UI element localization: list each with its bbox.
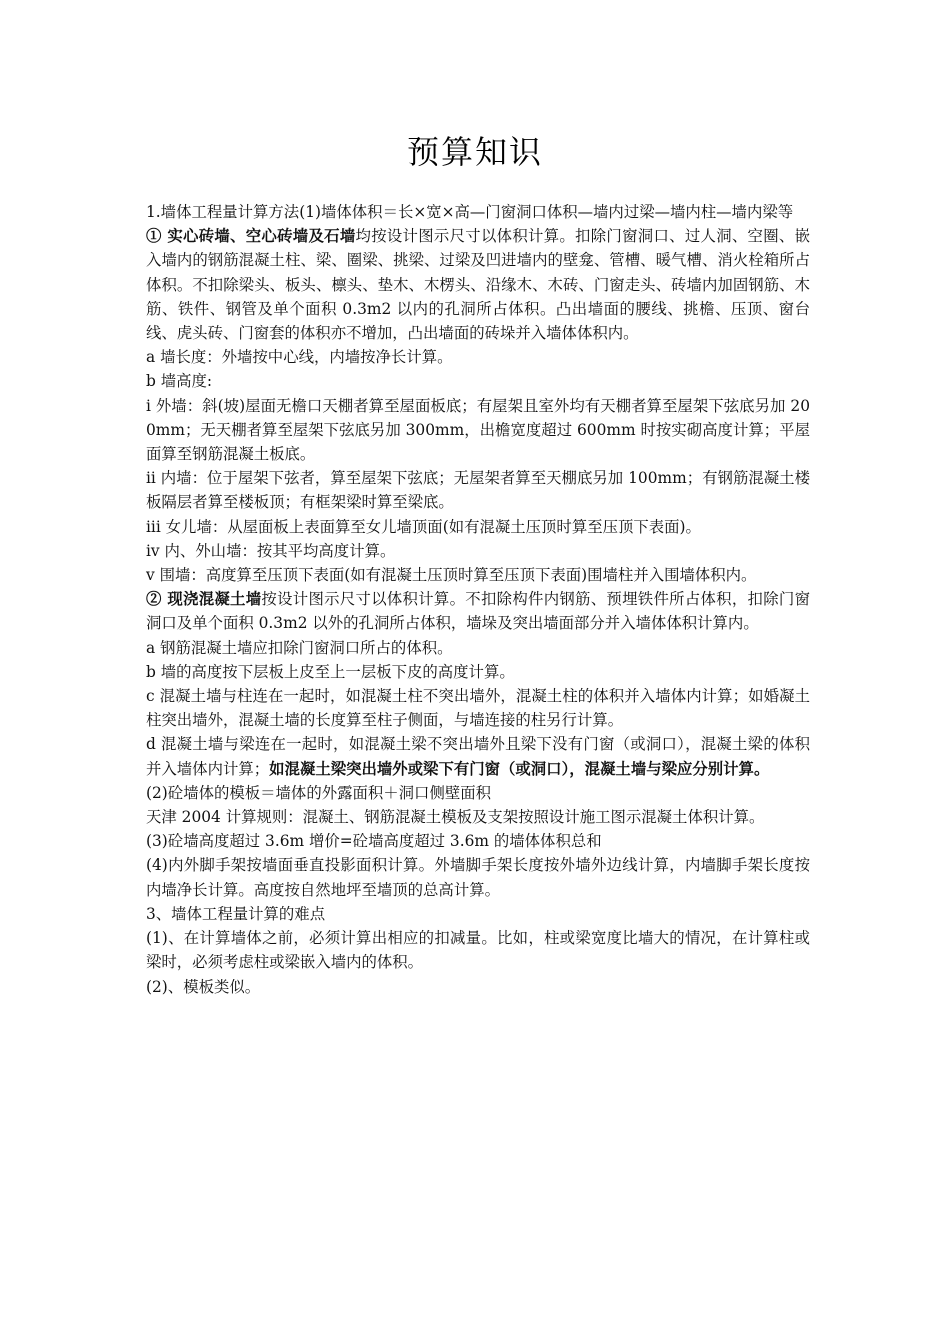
paragraph-cast-concrete-wall xyxy=(146,587,810,635)
paragraph-interior-wall: ii 内墙：位于屋架下弦者，算至屋架下弦底；无屋架者算至天棚底另加 100mm；有钢筋混凝土楼板隔层者算至楼板顶；有框架梁时算至梁底。 xyxy=(146,469,810,512)
paragraph-difficulty-one: (1)、在计算墙体之前，必须计算出相应的扣减量。比如，柱或梁宽度比墙大的情况，在计算柱或梁时，必须考虑柱或梁嵌入墙内的体积。 xyxy=(146,929,810,972)
heading-solid-brick-wall: ① 实心砖墙、空心砖墙及石墙 xyxy=(146,227,356,246)
paragraph-difficulties-heading: 3、墙体工程量计算的难点 xyxy=(146,904,326,923)
paragraph-scaffolding: (4)内外脚手架按墙面垂直投影面积计算。外墙脚手架长度按外墙外边线计算，内墙脚手架长度按内墙净长计算。高度按自然地坪至墙顶的总高计算。 xyxy=(146,856,810,899)
paragraph-wall-beam xyxy=(146,732,810,780)
paragraph-wall-beam-text: d 混凝土墙与梁连在一起时，如混凝土梁不突出墙外且梁下没有门窗（或洞口），混凝土梁的体积并入墙体内计算； xyxy=(146,735,810,778)
paragraph-solid-brick-wall-text: 均按设计图示尺寸以体积计算。扣除门窗洞口、过人洞、空圈、嵌入墙内的钢筋混凝土柱、梁、圈梁、挑梁、过梁及凹进墙内的壁龛、管槽、暖气槽、消火栓箱所占体积。不扣除梁头、板头、檩头、垫木、木楞头、沿缘木、木砖、门窗走头、砖墙内加固钢筋、木筋、铁件、钢管及单个面积 0.3m2 以内的孔洞所占体积。凸出墙面的腰线、挑檐、压顶、窗台线、虎头砖、门窗套的体积亦不增加，凸出墙面的砖垛并入墙体体积内。 xyxy=(146,227,810,343)
paragraph-wall-length: a 墙长度：外墙按中心线，内墙按净长计算。 xyxy=(146,348,453,367)
paragraph-wall-volume-formula: 1.墙体工程量计算方法(1)墙体体积＝长×宽×高—门窗洞口体积—墙内过梁—墙内柱—墙内梁等 xyxy=(146,203,794,221)
paragraph-concrete-height: b 墙的高度按下层板上皮至上一层板下皮的高度计算。 xyxy=(146,662,515,681)
paragraph-wall-beam-emphasis: 如混凝土梁突出墙外或梁下有门窗（或洞口），混凝土墙与梁应分别计算。 xyxy=(269,759,770,778)
paragraph-wall-height: b 墙高度: xyxy=(146,372,213,391)
paragraph-concrete-deduction: a 钢筋混凝土墙应扣除门窗洞口所占的体积。 xyxy=(146,638,453,657)
heading-cast-concrete-wall: ② 现浇混凝土墙 xyxy=(146,590,262,609)
paragraph-height-surcharge: (3)砼墙高度超过 3.6m 增价=砼墙高度超过 3.6m 的墙体体积总和 xyxy=(146,832,602,851)
paragraph-enclosure-wall: v 围墙：高度算至压顶下表面(如有混凝土压顶时算至压顶下表面)围墙柱并入围墙体积内。 xyxy=(146,566,757,585)
paragraph-formwork: (2)砼墙体的模板＝墙体的外露面积＋洞口侧壁面积 xyxy=(146,783,492,802)
paragraph-exterior-wall: i 外墙：斜(坡)屋面无檐口天棚者算至屋面板底；有屋架且室外均有天棚者算至屋架下弦底另加 200mm；无天棚者算至屋架下弦底另加 300mm，出檐宽度超过 600mm 时按实砌高度计算；平屋面算至钢筋混凝土板底。 xyxy=(146,396,810,464)
document-title: 预算知识 xyxy=(406,133,543,171)
paragraph-cast-concrete-wall-text: 按设计图示尺寸以体积计算。不扣除构件内钢筋、预埋铁件所占体积，扣除门窗洞口及单个面积 0.3m2 以外的孔洞所占体积，墙垛及突出墙面部分并入墙体体积计算内。 xyxy=(146,590,810,633)
paragraph-difficulty-two: (2)、模板类似。 xyxy=(146,977,261,996)
document-body xyxy=(146,200,810,999)
paragraph-tianjin-rules: 天津 2004 计算规则：混凝土、钢筋混凝土模板及支架按照设计施工图示混凝土体积计算。 xyxy=(146,808,765,827)
paragraph-solid-brick-wall xyxy=(146,224,810,345)
paragraph-gable-wall: iv 内、外山墙：按其平均高度计算。 xyxy=(146,541,396,560)
paragraph-parapet-wall: iii 女儿墙：从屋面板上表面算至女儿墙顶面(如有混凝土压顶时算至压顶下表面)。 xyxy=(146,517,701,536)
paragraph-wall-column: c 混凝土墙与柱连在一起时，如混凝土柱不突出墙外，混凝土柱的体积并入墙体内计算；如婚凝土柱突出墙外，混凝土墙的长度算至柱子侧面，与墙连接的柱另行计算。 xyxy=(146,687,810,730)
